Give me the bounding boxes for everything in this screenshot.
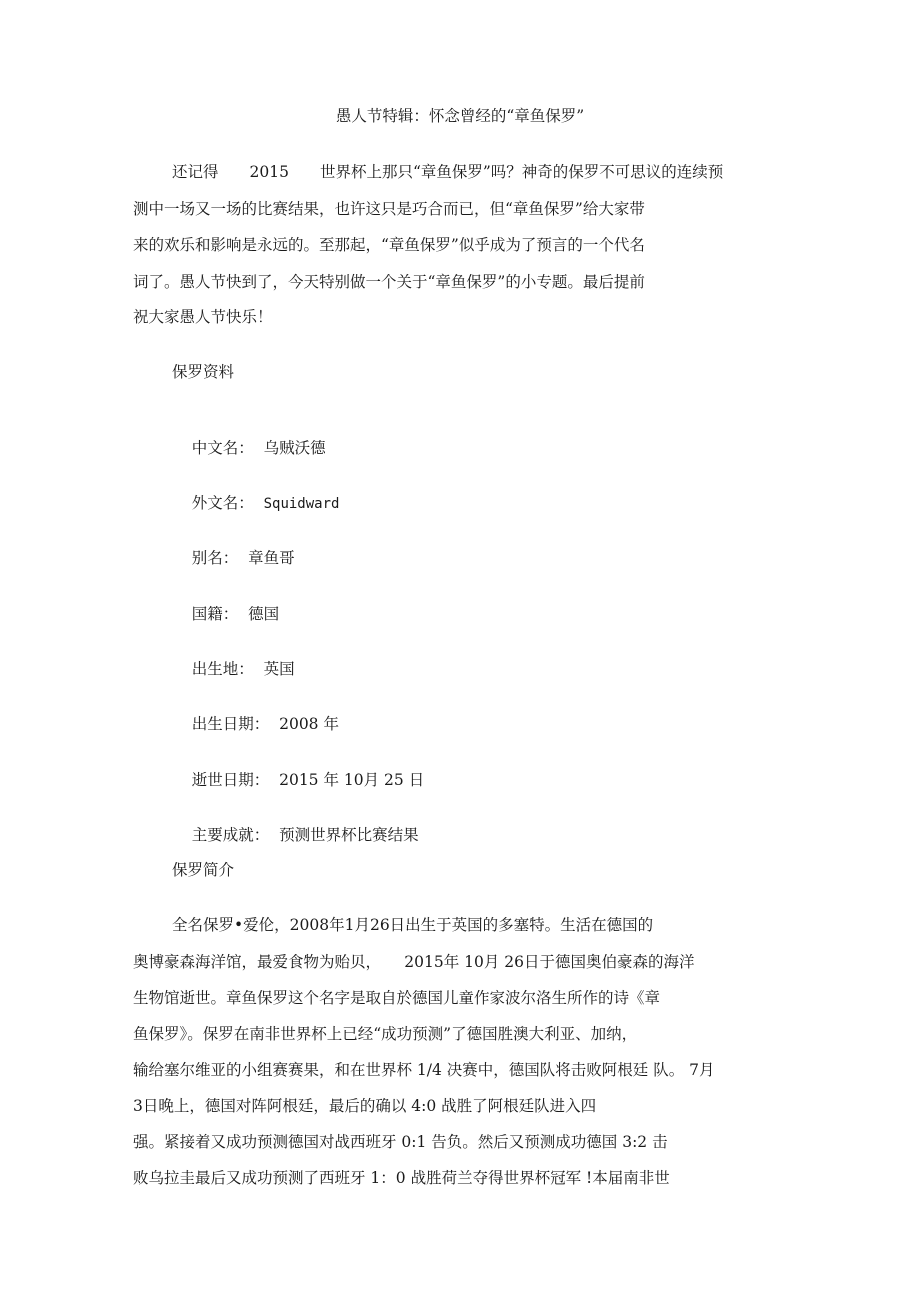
profile-row [172, 805, 419, 865]
profile-label: 中文名： [191, 439, 254, 457]
profile-row [172, 694, 339, 754]
bio-line: 败乌拉圭最后又成功预测了西班牙 1：0 战胜荷兰夺得世界杯冠军 !本届南非世 [133, 1169, 670, 1187]
bio-line: 鱼保罗》。保罗在南非世界杯上已经“成功预测”了德国胜澳大利亚、加纳， [133, 1025, 638, 1043]
profile-label: 出生日期： [191, 715, 270, 733]
bio-line: 生物馆逝世。章鱼保罗这个名字是取自於德国儿童作家波尔洛生所作的诗《章 [133, 989, 661, 1007]
profile-label: 主要成就： [191, 826, 270, 844]
profile-value: 乌贼沃德 [263, 439, 326, 457]
intro-line: 还记得 2015 世界杯上那只“章鱼保罗”吗？神奇的保罗不可思议的连续预 [172, 163, 724, 181]
profile-row [172, 584, 279, 644]
bio-line: 强。紧接着又成功预测德国对战西班牙 0:1 告负。然后又预测成功德国 3:2 击 [133, 1133, 668, 1151]
intro-line: 测中一场又一场的比赛结果，也许这只是巧合而已，但“章鱼保罗”给大家带 [133, 200, 645, 218]
profile-label: 逝世日期： [191, 771, 270, 789]
intro-line: 祝大家愚人节快乐！ [133, 308, 273, 326]
profile-label: 别名： [191, 549, 239, 567]
bio-line: 输给塞尔维亚的小组赛赛果，和在世界杯 1/4 决赛中，德国队将击败阿根廷 队。 7月 [133, 1061, 715, 1079]
intro-line: 词了。愚人节快到了，今天特别做一个关于“章鱼保罗”的小专题。最后提前 [133, 273, 645, 291]
profile-value: 预测世界杯比赛结果 [279, 826, 419, 844]
page-title: 愚人节特辑：怀念曾经的“章鱼保罗” [335, 107, 585, 125]
profile-label: 出生地： [191, 660, 254, 678]
intro-line: 来的欢乐和影响是永远的。至那起，“章鱼保罗”似乎成为了预言的一个代名 [133, 236, 645, 254]
profile-row [172, 473, 339, 534]
profile-value: 德国 [248, 605, 280, 623]
profile-value: 英国 [263, 660, 295, 678]
profile-value: 2015 年 10月 25 日 [279, 771, 425, 789]
profile-row [172, 639, 295, 699]
profile-label: 国籍： [191, 605, 239, 623]
section-heading-bio: 保罗简介 [172, 861, 235, 879]
bio-line: 奥博豪森海洋馆，最爱食物为贻贝， 2015年 10月 26日于德国奥伯豪森的海洋 [133, 953, 695, 971]
profile-value: 章鱼哥 [248, 549, 295, 567]
profile-value: 2008 年 [279, 715, 339, 733]
profile-label: 外文名： [191, 494, 254, 512]
bio-line: 3日晚上，德国对阵阿根廷，最后的确以 4:0 战胜了阿根廷队进入四 [133, 1097, 597, 1115]
profile-row [172, 750, 424, 810]
section-heading-profile: 保罗资料 [172, 363, 235, 381]
profile-row [172, 418, 326, 478]
bio-line: 全名保罗•爱伦，2008年1月26日出生于英国的多塞特。生活在德国的 [172, 916, 654, 934]
profile-value: Squidward [263, 496, 340, 512]
profile-row [172, 528, 295, 588]
